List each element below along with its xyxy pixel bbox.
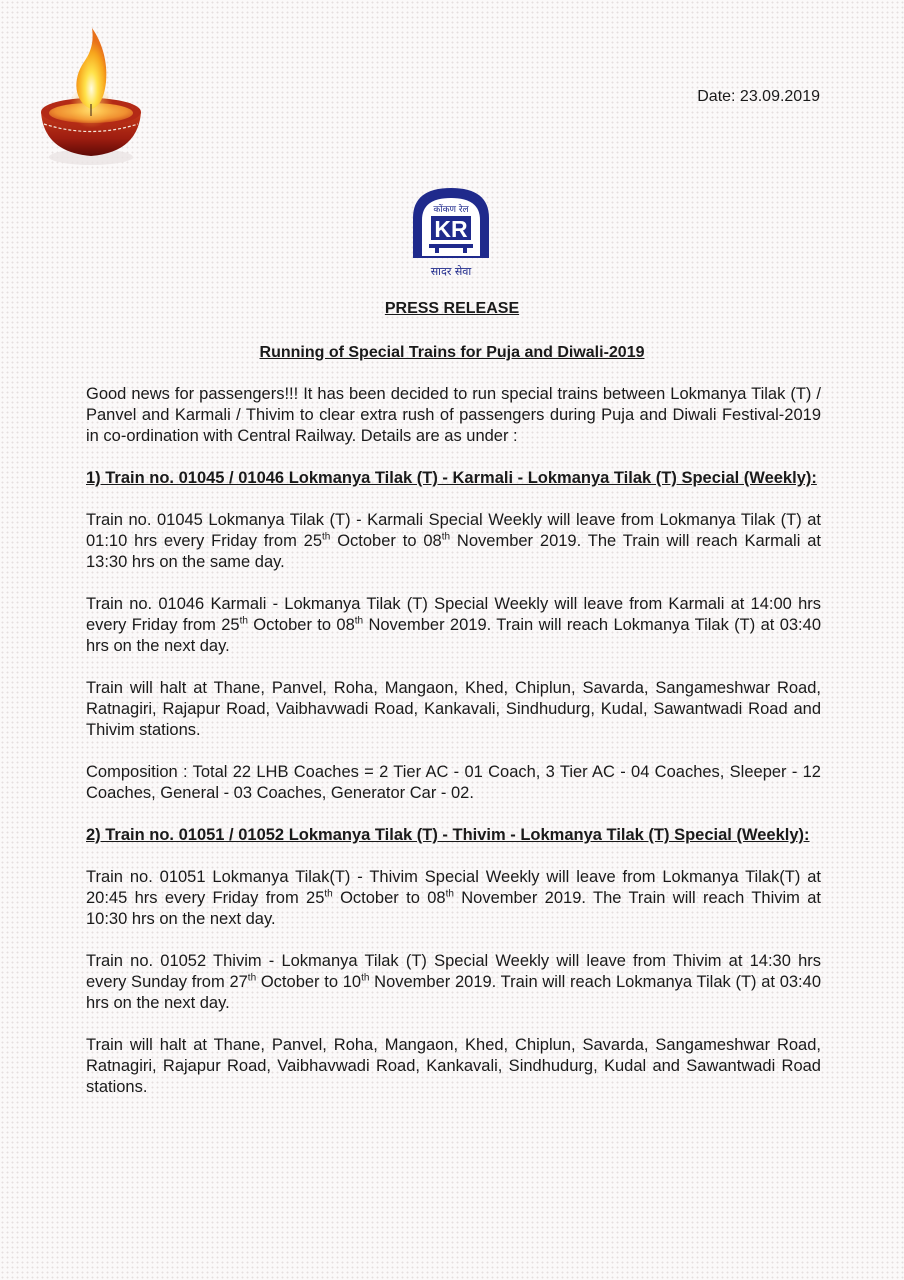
intro-paragraph: Good news for passengers!!! It has been decided to run special trains between Lokmanya Tilak (T) / Panvel and Karmali / Thivim to clear extra rush of passengers during Puja and Diwali Festival-2019 in co-ordination with Central Railway. Details are as under : [86,385,821,445]
ordinal-suffix: th [441,531,451,543]
text-segment: October to 08 [330,532,442,550]
text-segment: Train no. 01052 Thivim - Lokmanya Tilak (T) Special Weekly will leave from Thivim at 14:30 hrs every Sunday from 27 [86,952,821,991]
ordinal-suffix: th [239,615,248,627]
text-segment: Train no. 01046 Karmali - Lokmanya Tilak (T) Special Weekly will leave from Karmali at 14:00 hrs every Friday from 25 [86,595,821,634]
page-subtitle: Running of Special Trains for Puja and Diwali-2019 [259,344,645,361]
section-2-departure-paragraph [86,867,821,930]
section-2-return-paragraph [86,951,821,1014]
text-segment: October to 08 [247,616,355,634]
diya-lamp-icon [36,24,146,169]
release-body [86,384,821,1119]
ordinal-suffix: th [324,888,333,900]
section-1-return-paragraph [86,594,821,657]
section-1-departure-paragraph [86,510,821,573]
ordinal-suffix: th [445,888,454,900]
page-title: PRESS RELEASE [384,300,520,317]
text-segment: Train no. 01051 Lokmanya Tilak(T) - Thivim Special Weekly will leave from Lokmanya Tilak(T) at 20:45 hrs every Friday from 25 [86,868,821,907]
ordinal-suffix: th [354,615,364,627]
text-segment: November 2019. Train will reach Lokmanya Tilak (T) at 03:40 hrs on the next day. [86,616,821,655]
section-1-halts-paragraph: Train will halt at Thane, Panvel, Roha, Mangaon, Khed, Chiplun, Savarda, Sangameshwar Road, Ratnagiri, Rajapur Road, Vaibhavwadi Road, Kankavali, Sindhudurg, Kudal, Sawantwadi Road and Thivim stations. [86,679,821,739]
text-segment: October to 10 [256,973,362,991]
logo-text-top: कोंकण रेल [433,205,469,215]
release-date: Date: 23.09.2019 [697,88,820,105]
section-1-heading: 1) Train no. 01045 / 01046 Lokmanya Tilak (T) - Karmali - Lokmanya Tilak (T) Special (Weekly): [86,469,817,487]
konkan-railway-logo [405,184,497,280]
section-1-composition-paragraph: Composition : Total 22 LHB Coaches = 2 Tier AC - 01 Coach, 3 Tier AC - 04 Coaches, Sleeper - 12 Coaches, General - 03 Coaches, Generator Car - 02. [86,763,821,802]
ordinal-suffix: th [361,972,370,984]
ordinal-suffix: th [247,972,257,984]
text-segment: October to 08 [332,889,446,907]
text-segment: Train no. 01045 Lokmanya Tilak (T) - Karmali Special Weekly will leave from Lokmanya Tilak (T) at 01:10 hrs every Friday from 25 [86,511,821,550]
text-segment: November 2019. Train will reach Lokmanya Tilak (T) at 03:40 hrs on the next day. [86,973,821,1012]
section-2-heading: 2) Train no. 01051 / 01052 Lokmanya Tilak (T) - Thivim - Lokmanya Tilak (T) Special (Weekly): [86,826,810,844]
logo-text-bottom: सादर सेवा [430,265,472,278]
text-segment: November 2019. The Train will reach Thivim at 10:30 hrs on the next day. [86,889,821,928]
logo-monogram: KR [434,216,468,242]
section-2-halts-paragraph: Train will halt at Thane, Panvel, Roha, Mangaon, Khed, Chiplun, Savarda, Sangameshwar Road, Ratnagiri, Rajapur Road, Vaibhavwadi Road, Kankavali, Sindhudurg, Kudal and Sawantwadi Road stations. [86,1036,821,1096]
text-segment: November 2019. The Train will reach Karmali at 13:30 hrs on the same day. [86,532,821,571]
ordinal-suffix: th [322,531,331,543]
